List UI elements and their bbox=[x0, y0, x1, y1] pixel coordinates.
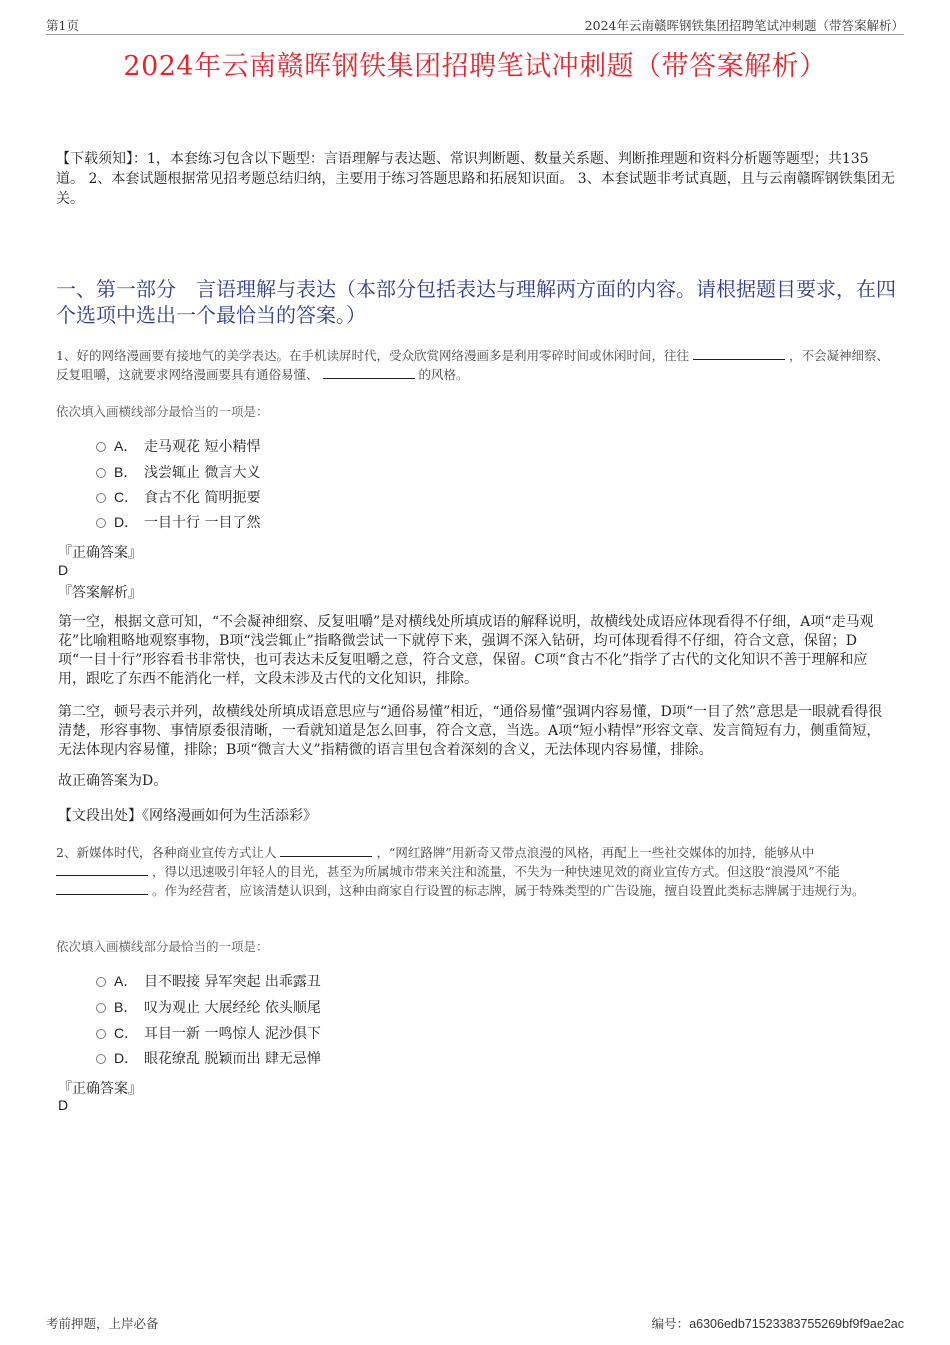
question-1-option-d[interactable] bbox=[96, 512, 260, 532]
radio-icon[interactable] bbox=[96, 1003, 106, 1013]
footer-code-value: a6306edb71523383755269bf9f9ae2ac bbox=[689, 1317, 904, 1331]
question-2-option-c[interactable] bbox=[96, 1023, 321, 1043]
option-letter: A． bbox=[114, 973, 138, 989]
radio-icon[interactable] bbox=[96, 1029, 106, 1039]
question-2-option-b[interactable] bbox=[96, 997, 321, 1017]
fill-blank bbox=[56, 863, 148, 876]
question-2-stem-part-a: 2、新媒体时代，各种商业宣传方式让人 bbox=[56, 845, 277, 860]
question-2-option-a[interactable] bbox=[96, 971, 321, 991]
answer-value: D bbox=[58, 562, 69, 578]
fill-blank bbox=[56, 882, 148, 895]
analysis-label: 『答案解析』 bbox=[58, 585, 142, 601]
footer-code bbox=[652, 1314, 904, 1332]
analysis-conclusion: 故正确答案为D。 bbox=[58, 773, 168, 789]
radio-icon[interactable] bbox=[96, 493, 106, 503]
answer-value: D bbox=[58, 1097, 69, 1113]
question-2-stem-part-c: ，得以迅速吸引年轻人的目光，甚至为所属城市带来关注和流量，不失为一种快速见效的商业宣传方式。但这股“浪漫风”不能 bbox=[151, 864, 840, 879]
question-1-prompt: 依次填入画横线部分最恰当的一项是： bbox=[56, 404, 269, 419]
option-letter: D． bbox=[114, 514, 139, 530]
download-notice: 【下载须知】：1，本套练习包含以下题型：言语理解与表达题、常识判断题、数量关系题、判断推理题和资料分析题等题型；共135道。 2、本套试题根据常见招考题总结归纳，主要用于练习答题思路和拓展知识面。 3、本套试题非考试真题，且与云南赣晖钢铁集团无关。 bbox=[56, 151, 895, 207]
question-1-stem-part-c: 的风格。 bbox=[418, 367, 469, 382]
question-2-stem bbox=[56, 843, 896, 900]
option-letter: D． bbox=[114, 1050, 139, 1066]
footer-slogan: 考前押题，上岸必备 bbox=[46, 1316, 159, 1331]
option-text: 叹为观止 大展经纶 依头顺尾 bbox=[144, 1000, 321, 1016]
option-text: 耳目一新 一鸣惊人 泥沙俱下 bbox=[144, 1026, 321, 1042]
option-letter: A． bbox=[114, 438, 138, 454]
question-1-stem bbox=[56, 346, 896, 384]
radio-icon[interactable] bbox=[96, 1054, 106, 1064]
option-letter: B． bbox=[114, 464, 138, 480]
option-text: 走马观花 短小精悍 bbox=[144, 439, 261, 455]
radio-icon[interactable] bbox=[96, 977, 106, 987]
option-text: 食古不化 简明扼要 bbox=[144, 490, 261, 506]
option-letter: C． bbox=[114, 489, 139, 505]
radio-icon[interactable] bbox=[96, 468, 106, 478]
question-1-stem-part-b: ，不会凝神细察、反复咀嚼，这就要求网络漫画要具有通俗易懂、 bbox=[56, 348, 889, 382]
answer-label: 『正确答案』 bbox=[58, 1081, 142, 1097]
option-letter: C． bbox=[114, 1025, 139, 1041]
fill-blank bbox=[693, 347, 785, 360]
source-citation: 【文段出处】《网络漫画如何为生活添彩》 bbox=[58, 808, 317, 824]
option-text: 浅尝辄止 微言大义 bbox=[144, 465, 261, 481]
question-1-option-c[interactable] bbox=[96, 487, 260, 507]
question-2-stem-part-b: ，“网红路牌”用新奇又带点浪漫的风格，再配上一些社交媒体的加持，能够从中 bbox=[376, 845, 815, 860]
question-1-option-a[interactable] bbox=[96, 436, 260, 456]
option-text: 目不暇接 异军突起 出乖露丑 bbox=[144, 974, 321, 990]
question-1-option-b[interactable] bbox=[96, 462, 260, 482]
question-2-stem-part-d: 。作为经营者，应该清楚认识到，这种由商家自行设置的标志牌，属于特殊类型的广告设施，擅自设置此类标志牌属于违规行为。 bbox=[151, 883, 865, 898]
question-2-option-d[interactable] bbox=[96, 1048, 321, 1068]
radio-icon[interactable] bbox=[96, 518, 106, 528]
analysis-paragraph-2: 第二空，顿号表示并列，故横线处所填成语意思应与“通俗易懂”相近，“通俗易懂”强调内容易懂，D项“一目了然”意思是一眼就看得很清楚，形容事物、事情原委很清晰，一看就知道是怎么回事，符合文意，当选。A项“短小精悍”形容文章、发言简短有力，侧重简短，无法体现内容易懂，排除；B项“微言大义”指精微的语言里包含着深刻的含义，无法体现内容易懂，排除。 bbox=[58, 704, 883, 758]
option-text: 一目十行 一目了然 bbox=[144, 515, 261, 531]
option-text: 眼花缭乱 脱颖而出 肆无忌惮 bbox=[144, 1051, 321, 1067]
fill-blank bbox=[280, 844, 372, 857]
page-number: 第1页 bbox=[46, 18, 79, 33]
document-title: 2024年云南赣晖钢铁集团招聘笔试冲刺题（带答案解析） bbox=[123, 51, 827, 82]
footer-code-label: 编号： bbox=[651, 1316, 690, 1331]
header-doc-title: 2024年云南赣晖钢铁集团招聘笔试冲刺题（带答案解析） bbox=[584, 18, 904, 33]
radio-icon[interactable] bbox=[96, 442, 106, 452]
analysis-paragraph-1: 第一空，根据文意可知，“不会凝神细察、反复咀嚼”是对横线处所填成语的解释说明，故横线处成语应体现看得不仔细，A项“走马观花”比喻粗略地观察事物，B项“浅尝辄止”指略微尝试一下就停下来，强调不深入钻研，均可体现看得不仔细，符合文意，保留；D项“一目十行”形容看书非常快，也可表达未反复咀嚼之意，符合文意，保留。C项“食古不化”指学了古代的文化知识不善于理解和应用，跟吃了东西不能消化一样，文段未涉及古代的文化知识，排除。 bbox=[58, 614, 874, 687]
section-title: 一、第一部分 言语理解与表达（本部分包括表达与理解两方面的内容。请根据题目要求，在四个选项中选出一个最恰当的答案。） bbox=[56, 277, 896, 327]
fill-blank bbox=[323, 366, 415, 379]
question-1-stem-part-a: 1、好的网络漫画要有接地气的美学表达。在手机读屏时代，受众欣赏网络漫画多是利用零碎时间或休闲时间，往往 bbox=[56, 348, 689, 363]
option-letter: B． bbox=[114, 999, 138, 1015]
page-header bbox=[46, 12, 904, 35]
answer-label: 『正确答案』 bbox=[58, 545, 142, 561]
question-2-prompt: 依次填入画横线部分最恰当的一项是： bbox=[56, 939, 269, 954]
